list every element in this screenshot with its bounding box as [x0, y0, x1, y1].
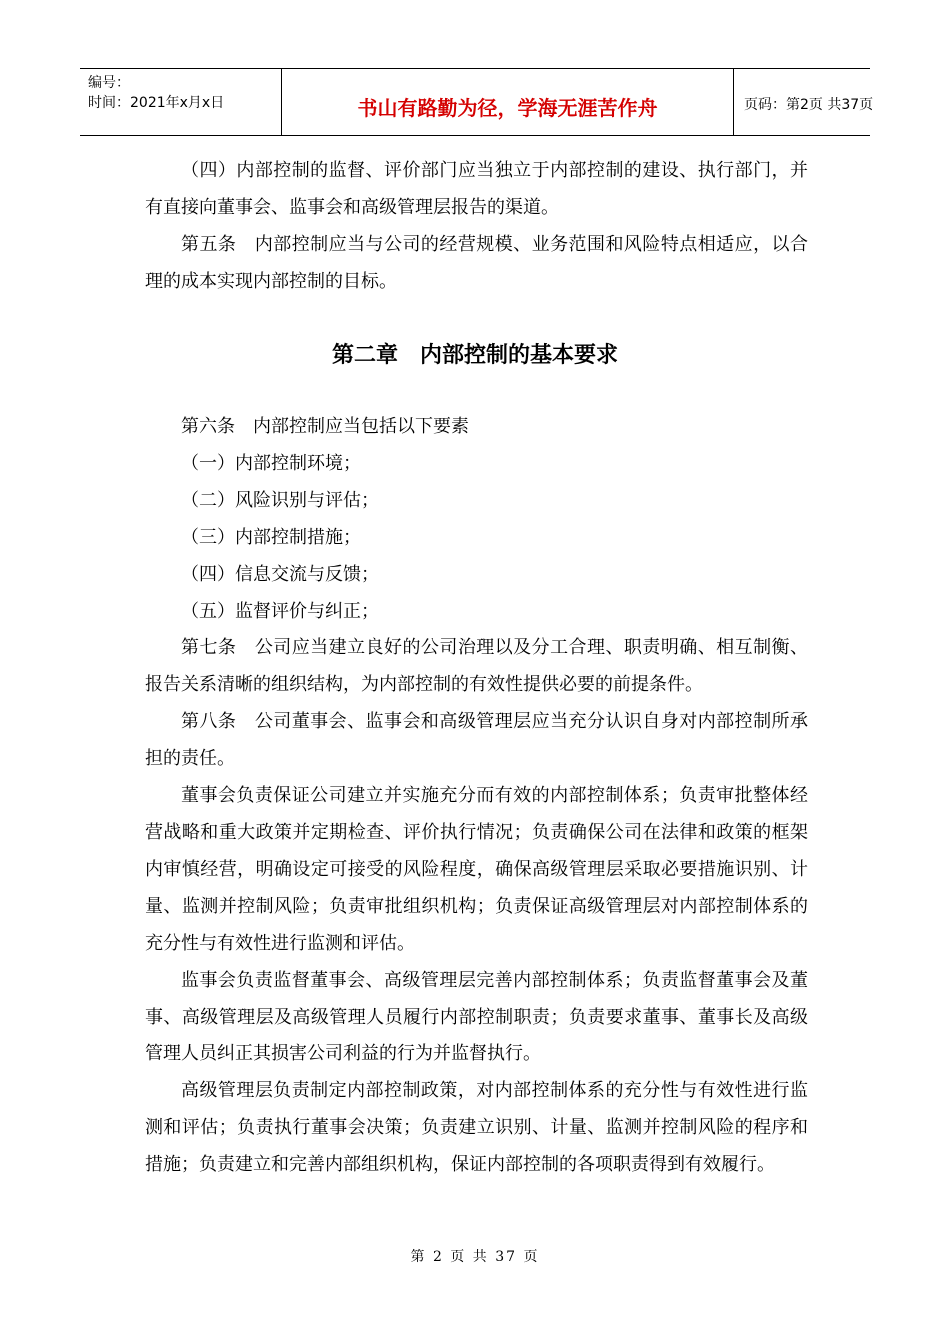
document-date: 时间：2021年x月x日 [88, 95, 225, 111]
header-motto-cell [282, 69, 734, 135]
paragraph: （三）内部控制措施； [181, 526, 361, 548]
paragraph: （二）风险识别与评估； [181, 489, 379, 511]
paragraph: （四）内部控制的监督、评价部门应当独立于内部控制的建设、执行部门，并有直接向董事会、监事会和高级管理层报告的渠道。 [145, 160, 808, 218]
body-text-top [145, 152, 808, 300]
paragraph: 第七条 公司应当建立良好的公司治理以及分工合理、职责明确、相互制衡、报告关系清晰的组织结构，为内部控制的有效性提供必要的前提条件。 [145, 637, 808, 696]
header-meta [80, 69, 282, 135]
paragraph: 高级管理层负责制定内部控制政策，对内部控制体系的充分性与有效性进行监测和评估；负责执行董事会决策；负责建立识别、计量、监测并控制风险的程序和措施；负责建立和完善内部组织机构，保证内部控制的各项职责得到有效履行。 [145, 1080, 808, 1176]
paragraph: 第五条 内部控制应当与公司的经营规模、业务范围和风险特点相适应，以合理的成本实现内部控制的目标。 [145, 234, 808, 292]
chapter-heading: 第二章 内部控制的基本要求 [331, 343, 618, 368]
page-footer: 第 2 页 共 37 页 [410, 1249, 540, 1265]
paragraph: （五）监督评价与纠正； [181, 600, 379, 622]
paragraph: 监事会负责监督董事会、高级管理层完善内部控制体系；负责监督董事会及董事、高级管理层及高级管理人员履行内部控制职责；负责要求董事、董事长及高级管理人员纠正其损害公司利益的行为并监督执行。 [145, 969, 808, 1065]
body-text-main [145, 409, 808, 1184]
paragraph: 第八条 公司董事会、监事会和高级管理层应当充分认识自身对内部控制所承担的责任。 [145, 711, 808, 770]
paragraph: （四）信息交流与反馈； [181, 563, 379, 585]
paragraph: （一）内部控制环境； [181, 452, 361, 474]
paragraph: 董事会负责保证公司建立并实施充分而有效的内部控制体系；负责审批整体经营战略和重大政策并定期检查、评价执行情况；负责确保公司在法律和政策的框架内审慎经营，明确设定可接受的风险程度，确保高级管理层采取必要措施识别、计量、监测并控制风险；负责审批组织机构；负责保证高级管理层对内部控制体系的充分性与有效性进行监测和评估。 [145, 785, 808, 954]
header-motto: 书山有路勤为径，学海无涯苦作舟 [357, 96, 658, 120]
document-number-label: 编号： [88, 75, 130, 91]
header-page-cell [734, 69, 874, 135]
header-page-info: 页码：第2页 共37页 [744, 97, 874, 113]
paragraph: 第六条 内部控制应当包括以下要素 [181, 416, 469, 437]
page-header [80, 68, 874, 136]
